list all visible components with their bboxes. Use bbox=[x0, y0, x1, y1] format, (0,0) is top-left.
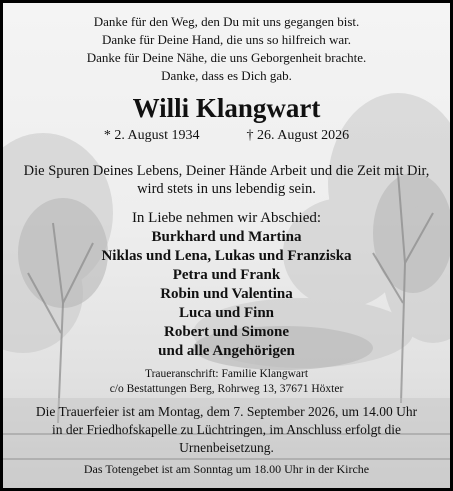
birth-date: * 2. August 1934 bbox=[103, 128, 200, 143]
obituary-card bbox=[3, 3, 450, 488]
mourning-address: c/o Bestattungen Berg, Rohrweg 13, 37671 Höxter bbox=[109, 383, 344, 395]
mourning-address: Traueranschrift: Familie Klangwart bbox=[144, 368, 309, 380]
death-date: † 26. August 2026 bbox=[246, 128, 350, 143]
mourner-name: Burkhard und Martina bbox=[151, 229, 302, 245]
poem-line: Danke für Deine Nähe, die uns Geborgenheit brachte. bbox=[86, 50, 367, 65]
prayer-info: Das Totengebet ist am Sonntag um 18.00 Uhr in der Kirche bbox=[83, 462, 370, 476]
mourner-name: Luca und Finn bbox=[178, 305, 275, 321]
mourner-name: Petra und Frank bbox=[172, 267, 281, 283]
farewell-heading: In Liebe nehmen wir Abschied: bbox=[131, 210, 322, 226]
service-info: Die Trauerfeier ist am Montag, dem 7. September 2026, um 14.00 Uhr bbox=[35, 404, 418, 419]
service-info: in der Friedhofskapelle zu Lüchtringen, im Anschluss erfolgt die bbox=[51, 422, 402, 437]
service-info: Urnenbeisetzung. bbox=[179, 440, 274, 455]
quote-line: Die Spuren Deines Lebens, Deiner Hände Arbeit und die Zeit mit Dir, bbox=[23, 163, 430, 179]
life-dates bbox=[3, 127, 450, 145]
quote-line: wird stets in uns lebendig sein. bbox=[137, 181, 316, 197]
poem-line: Danke, dass es Dich gab. bbox=[161, 68, 292, 83]
deceased-name: Willi Klangwart bbox=[132, 93, 321, 123]
poem-line: Danke für den Weg, den Du mit uns gegangen bist. bbox=[93, 14, 360, 29]
poem-line: Danke für Deine Hand, die uns so hilfreich war. bbox=[101, 32, 352, 47]
mourner-name: Robert und Simone bbox=[163, 324, 290, 340]
mourner-name: Niklas und Lena, Lukas und Franziska bbox=[101, 248, 352, 264]
mourner-name: und alle Angehörigen bbox=[158, 343, 295, 359]
mourner-name: Robin und Valentina bbox=[160, 286, 293, 302]
